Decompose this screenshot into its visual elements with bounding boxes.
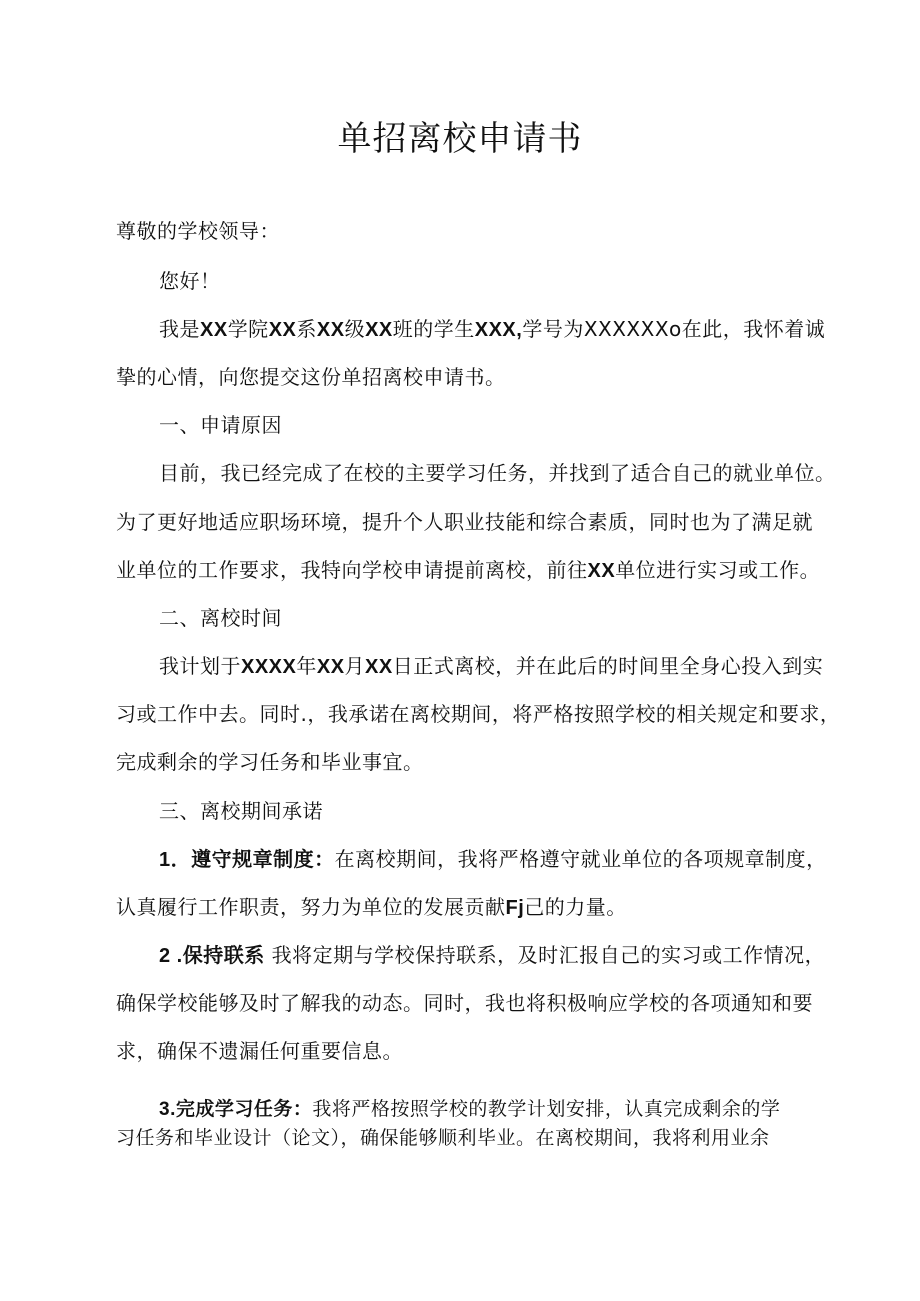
item-2-line-1: 2 .保持联系 我将定期与学校保持联系，及时汇报自己的实习或工作情况， [159,943,826,967]
section-1-heading: 一、申请原因 [159,413,282,437]
item-1-label: 1．遵守规章制度： [159,849,335,871]
section-1-line-3: 业单位的工作要求，我特向学校申请提前离校，前往XX单位进行实习或工作。 [116,558,821,582]
item-1-line-2: 认真履行工作职责，努力为单位的发展贡献Fj己的力量。 [116,895,627,919]
item-2-line-2: 确保学校能够及时了解我的动态。同时，我也将积极响应学校的各项通知和要 [116,991,813,1015]
document-title: 单招离校申请书 [337,119,583,159]
section-1-line-2: 为了更好地适应职场环境，提升个人职业技能和综合素质，同时也为了满足就 [116,510,813,534]
item-2-label: 2 .保持联系 [159,945,265,967]
greeting: 您好！ [159,269,221,293]
intro-line-1: 我是XX学院XX系XX级XX班的学生XXX,学号为XXXXXXo在此，我怀着诚 [159,317,826,341]
item-3-label: 3.完成学习任务： [159,1099,313,1120]
section-2-line-3: 完成剩余的学习任务和毕业事宜。 [116,750,424,774]
item-3-line-1: 3.完成学习任务：我将严格按照学校的教学计划安排，认真完成剩余的学 [159,1098,781,1120]
section-2-line-2: 习或工作中去。同时.，我承诺在离校期间，将严格按照学校的相关规定和要求， [116,702,841,726]
section-1-line-1: 目前，我已经完成了在校的主要学习任务，并找到了适合自己的就业单位。 [159,461,836,485]
item-1-line-1: 1．遵守规章制度：在离校期间，我将严格遵守就业单位的各项规章制度， [159,847,827,871]
item-2-line-3: 求，确保不遗漏任何重要信息。 [116,1039,403,1063]
item-3-line-2: 习任务和毕业设计（论文），确保能够顺利毕业。在离校期间，我将利用业余 [116,1127,770,1149]
section-3-heading: 三、离校期间承诺 [159,799,323,823]
intro-line-2: 挚的心情，向您提交这份单招离校申请书。 [116,365,506,389]
section-2-heading: 二、离校时间 [159,606,282,630]
salutation: 尊敬的学校领导： [116,219,280,243]
section-2-line-1: 我计划于XXXX年XX月XX日正式离校，并在此后的时间里全身心投入到实 [159,654,824,678]
